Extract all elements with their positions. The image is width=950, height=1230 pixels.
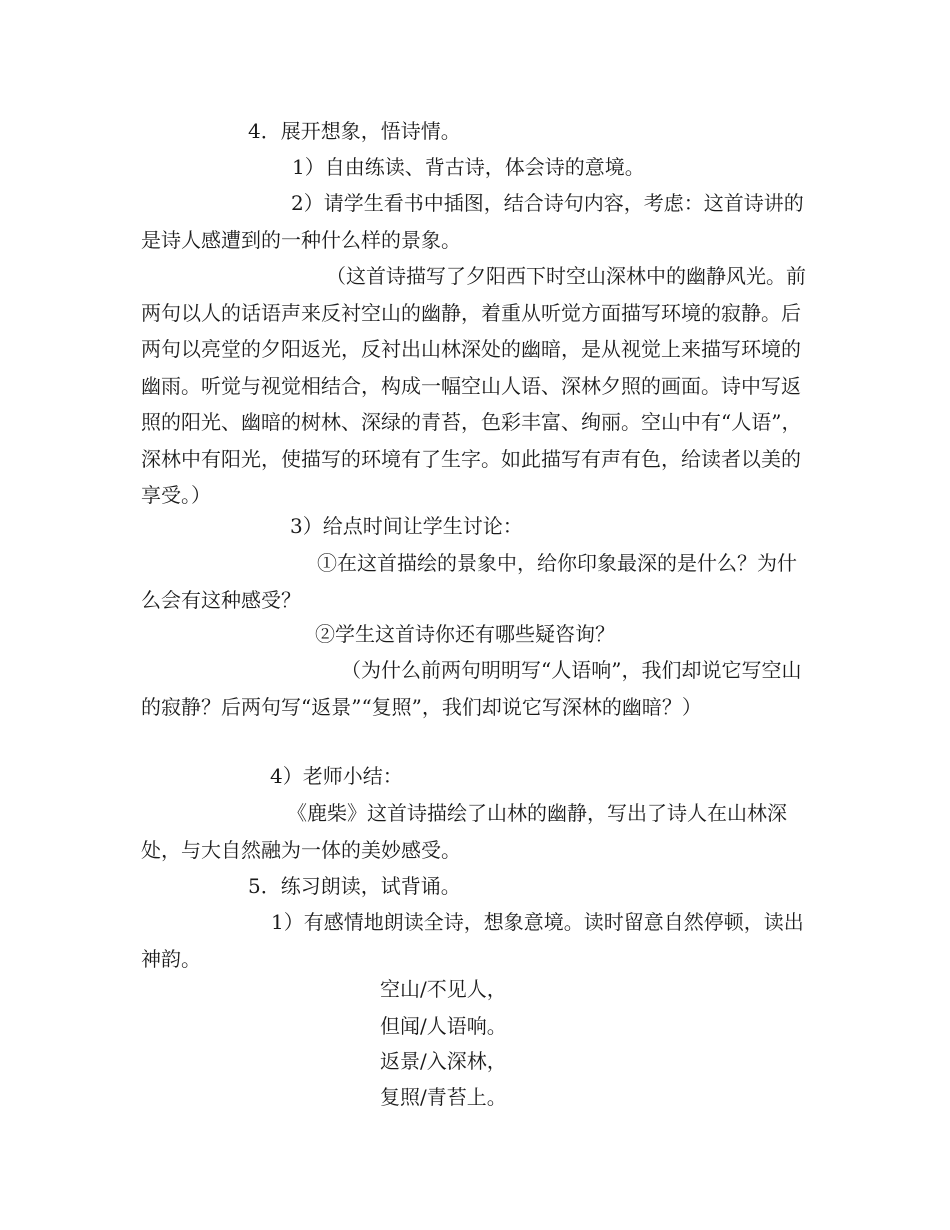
step-5-1: 1）有感情地朗读全诗，想象意境。读时留意自然停顿，读出神韵。	[141, 910, 804, 971]
poem-line: 返景/入深林，	[380, 1049, 507, 1073]
step-4-3: 3）给点时间让学生讨论：	[290, 514, 523, 538]
step-4-3-question-2-note: （为什么前两句明明写“人语响”，我们却说它写空山的寂静？后两句写“返景”“复照”，我们却说它写深林的幽暗？）	[141, 658, 802, 719]
poem-line: 空山/不见人，	[380, 977, 507, 1001]
poem-line: 但闻/人语响。	[380, 1014, 507, 1038]
step-4-3-question-1: ①在这首描绘的景象中，给你印象最深的是什么？为什么会有这种感受？	[141, 551, 797, 612]
step-4-2: 2）请学生看书中插图，结合诗句内容，考虑：这首诗讲的是诗人感遭到的一种什么样的景象。	[141, 191, 804, 252]
step-4-1: 1）自由练读、背古诗，体会诗的意境。	[292, 155, 645, 179]
section-4-heading: 4．展开想象，悟诗情。	[248, 119, 461, 143]
step-4-4-summary: 《鹿柴》这首诗描绘了山林的幽静，写出了诗人在山林深处，与大自然融为一体的美妙感受。	[141, 801, 787, 862]
step-4-3-question-2: ②学生这首诗你还有哪些疑咨询？	[315, 622, 615, 646]
step-4-2-answer: （这首诗描写了夕阳西下时空山深林中的幽静风光。前两句以人的话语声来反衬空山的幽静，着重从听觉方面描写环境的寂静。后两句以亮堂的夕阳返光，反衬出山林深处的幽暗，是从视觉上来描写环境的幽雨。听觉与视觉相结合，构成一幅空山人语、深林夕照的画面。诗中写返照的阳光、幽暗的树林、深绿的青苔，色彩丰富、绚丽。空山中有“人语”，深林中有阳光，使描写的环境有了生字。如此描写有声有色，给读者以美的享受。）	[141, 264, 806, 507]
poem-line: 复照/青苔上。	[380, 1085, 507, 1109]
section-5-heading: 5．练习朗读，试背诵。	[248, 874, 461, 898]
step-4-4: 4）老师小结：	[270, 764, 403, 788]
